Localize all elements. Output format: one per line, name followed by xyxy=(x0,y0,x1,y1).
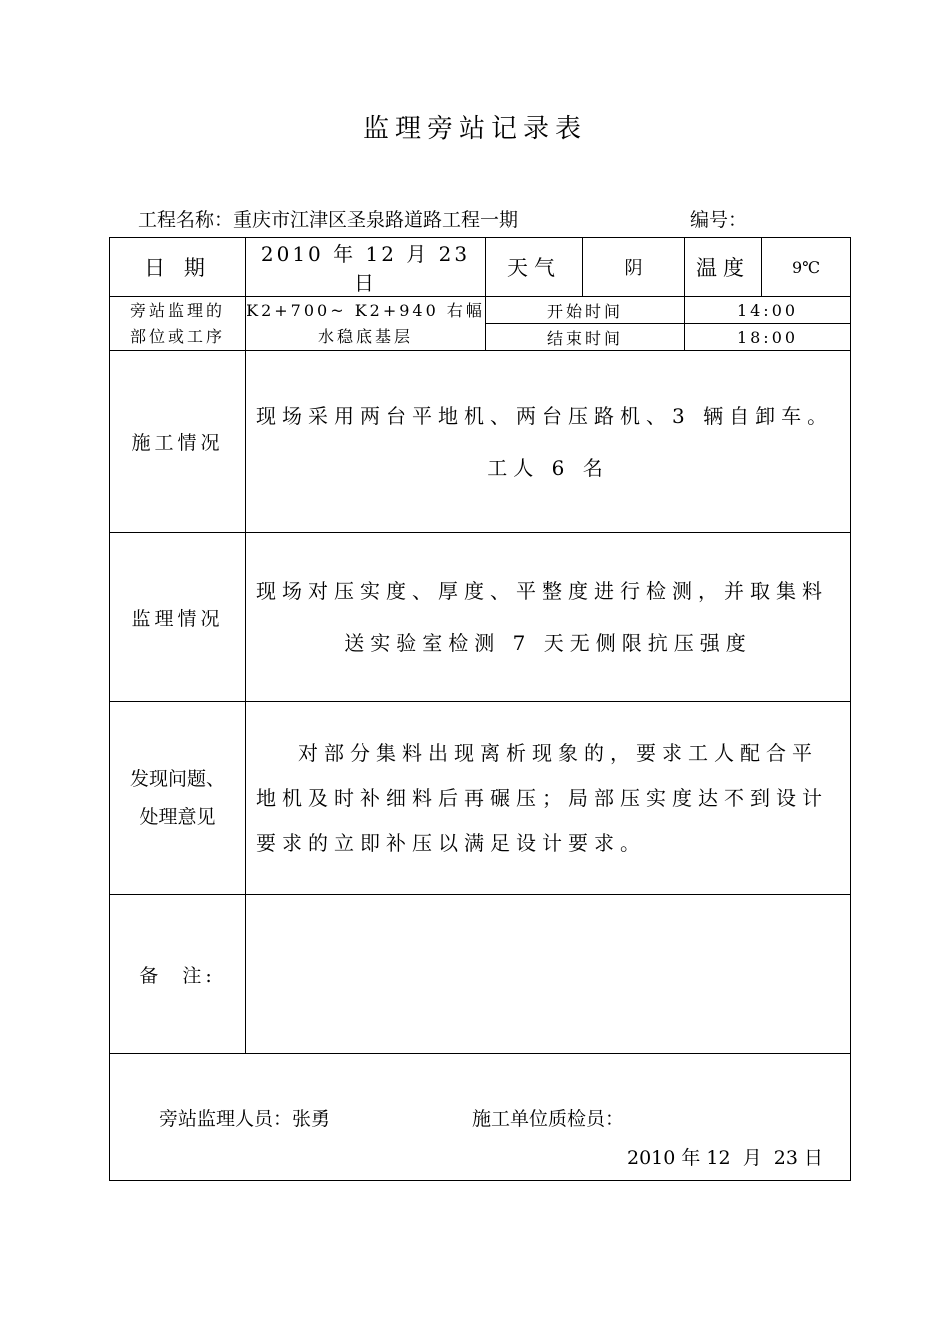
location-label-line1: 旁站监理的 xyxy=(129,300,225,320)
remarks-value xyxy=(246,895,851,1054)
supervision-line2: 送实验室检测 7 天无侧限抗压强度 xyxy=(344,631,752,655)
end-time-label: 结束时间 xyxy=(486,324,685,351)
location-label xyxy=(110,297,246,351)
issues-line2: 地机及时补细料后再碾压；局部压实度达不到设计 xyxy=(256,785,828,810)
start-time-value: 14:00 xyxy=(685,297,851,324)
temperature-label: 温度 xyxy=(685,238,762,297)
location-value-line2: 水稳底基层 xyxy=(317,326,413,346)
project-name-line xyxy=(138,205,518,232)
page-title: 监理旁站记录表 xyxy=(362,114,587,144)
serial-label: 编号： xyxy=(690,209,748,231)
date-label: 日 期 xyxy=(110,238,246,297)
issues-line3: 要求的立即补压以满足设计要求。 xyxy=(256,830,646,855)
weather-value: 阴 xyxy=(583,238,685,297)
start-time-label: 开始时间 xyxy=(486,297,685,324)
construction-line2: 工人 6 名 xyxy=(487,455,609,480)
issues-label-line1: 发现问题、 xyxy=(129,768,225,790)
inspector-label: 施工单位质检员： xyxy=(472,1108,625,1130)
supervision-content xyxy=(246,533,851,702)
end-time-value: 18:00 xyxy=(685,324,851,351)
date-value: 2010 年 12 月 23 日 xyxy=(246,238,486,297)
location-value-line1: K2+700~ K2+940 右幅 xyxy=(246,300,485,320)
record-table xyxy=(109,237,851,1181)
issues-label xyxy=(110,702,246,895)
project-name: 重庆市江津区圣泉路道路工程一期 xyxy=(233,209,519,231)
issues-label-line2: 处理意见 xyxy=(139,806,216,828)
temperature-value: 9℃ xyxy=(762,238,851,297)
construction-label: 施工情况 xyxy=(110,351,246,533)
construction-line1: 现场采用两台平地机、两台压路机、3 辆自卸车。 xyxy=(256,403,834,428)
location-value xyxy=(246,297,486,351)
supervision-label: 监理情况 xyxy=(110,533,246,702)
location-label-line2: 部位或工序 xyxy=(129,326,225,346)
project-label: 工程名称： xyxy=(138,209,234,231)
signature-date: 2010 年 12 月 23 日 xyxy=(627,1147,823,1169)
issues-content xyxy=(246,702,851,895)
issues-line1: 对部分集料出现离析现象的，要求工人配合平 xyxy=(298,740,818,765)
supervision-line1: 现场对压实度、厚度、平整度进行检测，并取集料 xyxy=(256,579,828,603)
construction-content xyxy=(246,351,851,533)
supervisor-label: 旁站监理人员：张勇 xyxy=(159,1108,331,1130)
signature-area xyxy=(110,1054,851,1181)
weather-label: 天气 xyxy=(486,238,583,297)
remarks-label: 备 注: xyxy=(110,895,246,1054)
